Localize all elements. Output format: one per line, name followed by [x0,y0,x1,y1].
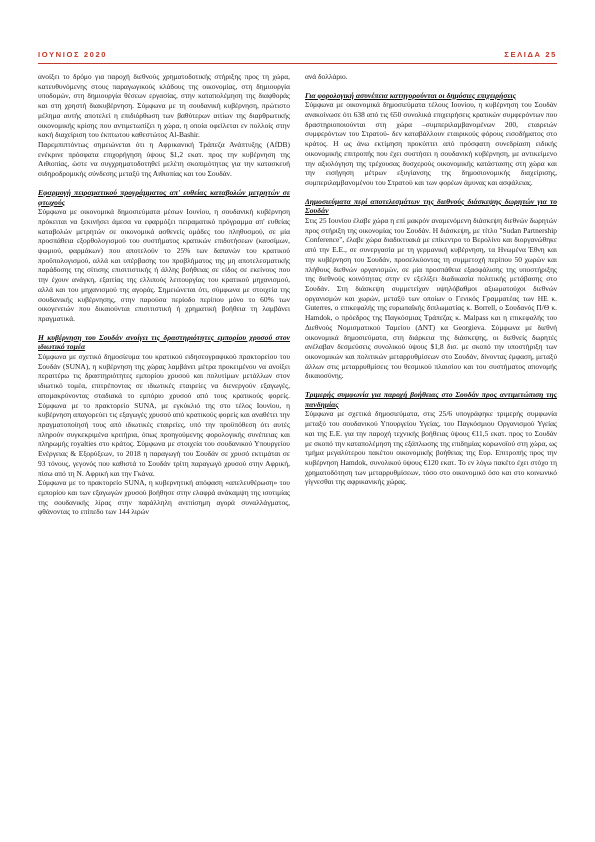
continued-paragraph-right: ανά δολλάριο. [305,72,348,81]
continued-paragraph: ανοίξει το δρόμο για παροχή διεθνούς χρηματοδοτικής στήριξης προς τη χώρα, κατευθυνόμενης στους παραγωγικούς κλάδους της οικονομίας, στη δημιουργία υποδομών, στη δημιουργία θέσεων εργασίας, στην καταπολέμηση της διαφθοράς και στη χρηστή διακυβέρνηση. Σύμφωνα με τη σουδανική κυβέρνηση, πρώτιστο μέλημα αυτής αποτελεί η επιδιόρθωση των βαθύτερων αιτίων της διαρθρωτικής οικονομικής κρίσης που αντιμετωπίζει η χώρα, η οποία οφείλεται εν πολλοίς στην κακή διαχείριση του έκπτωτου καθεστώτος Al-Bashir. [38,72,290,140]
pandemic-aid-heading: Τριμερής συμφωνία για παροχή βοήθειας στο Σουδάν προς αντιμετώπιση της πανδημίας [305,390,557,409]
cash-transfers-heading: Εφαρμογή πειραματικού προγράμματος απ' ευθείας καταβολών μετρητών σε φτωχούς [38,187,290,207]
donor-conference-heading: Δημοσιεύματα περί αποτελεσμάτων της διεθνούς διάσκεψης δωρητών για το Σουδάν [305,196,557,216]
cash-transfers-paragraph: Σύμφωνα με οικονομικά δημοσιεύματα μέσων Ιουνίου, η σουδανική κυβέρνηση πρόκειται να ξεκινήσει άμεσα να εφαρμόζει πειραματικό πρόγραμμα απ' ευθείας καταβολών μετρητών σε οικονομικά ασθενείς ομάδες του πληθυσμού, σε μία προσπάθεια εξορθολογισμού του συστήματος κρατικών επιδοτήσεων (καυσίμων, ψωμιού, φαρμάκων) που αποτελούν το 25% των δαπανών του κρατικού προϋπολογισμού, αλλά και υπέρβασης του προβλήματος της μη αποτελεσματικής παράδοσης της σίτισης επισιτιστικής ή άλλης βοήθειας σε είδος σε εκείνους που την έχουν ανάγκη, εξαιτίας της ελλιπούς λειτουργίας του κρατικού μηχανισμού, αλλά και του μηχανισμού της αγοράς. Σημειώνεται ότι, σύμφωνα με στοιχεία της σουδανικής κυβέρνησης, στην παρούσα περίοδο περίπου μόνο το 60% των οικογενειών που δικαιούνται επισιτιστική ή χρηματική βοήθεια τη λαμβάνει πραγματικά. [38,207,290,323]
page-number: ΣΕΛΙΔΑ 25 [504,50,557,59]
left-column [38,72,290,517]
pandemic-aid-paragraph: Σύμφωνα με σχετικά δημοσιεύματα, στις 25/6 υπογράφηκε τριμερής συμφωνία μεταξύ του σουδανικού Υπουργείου Υγείας, του Παγκόσμιου Οργανισμού Υγείας και της Ε.Ε. για την παροχή τεχνικής βοήθειας ύψους €11,5 εκατ. προς το Σουδάν με σκοπό την καταπολέμηση της εξάπλωσης της επιδημίας κορωνοϊού στη χώρα, ως τμήμα μεγαλύτερου πακέτου οικονομικής βοήθειας της Ευρ. Επιτροπής προς την κυβέρνηση Hamdok, συνολικού ύψους €120 εκατ. Το εν λόγω πακέτο έχει στόχο τη χρηματοδότηση των μεταρρυθμίσεων, τόσο στο οικονομικό όσο και στο κοινωνικό γίγνεσθαι της αφρικανικής χώρας. [305,409,557,487]
tax-paragraph: Σύμφωνα με οικονομικά δημοσιεύματα τέλους Ιουνίου, η κυβέρνηση του Σουδάν ανακοίνωσε ότι 638 από τις 650 συνολικά επιχειρήσεις κρατικών συμφερόντων που δραστηριοποιούνται στη χώρα –συμπεριλαμβανομένων 200, εταιρειών συμφερόντων του Στρατού- δεν καταβάλλουν εταιρικούς φόρους εισοδήματος στο κράτος. Η ως άνω εκτίμηση προκύπτει από πρόσφατη συνεδρίαση ειδικής οικονομικής επιτροπής που έχει συστήσει η σουδανική κυβέρνηση, με αντικείμενο την αξιολόγηση της τρέχουσας δυσχερούς οικονομικής κατάστασης στη χώρα και την εισήγηση μέτρων εξυγίανσης της δημοσιονομικής διαχείρισης, συμπεριλαμβανομένου του Στρατού και των φορέων άμυνας και ασφάλειας. [305,100,557,188]
gold-trade-paragraph-2: Σύμφωνα με το πρακτορείο SUNA, η κυβερνητική απόφαση «απελευθέρωση» του εμπορίου και των εξαγωγών χρυσού βοήθησε στην ελαφρά ανάκαμψη της ισοτιμίας της σουδανικής λίρας στην παράλληλη ανεπίσημη αγορά συναλλάγματος, φθάνοντας το επίπεδο των 144 λιρών [38,478,290,517]
header-rule [38,63,557,64]
right-column [305,72,557,487]
gold-trade-paragraph-1: Σύμφωνα με σχετικό δημοσίευμα του κρατικού ειδησεογραφικού πρακτορείου του Σουδάν (SUNA), η κυβέρνηση της χώρας λαμβάνει μέτρα προκειμένου να ανοίξει περαιτέρω τις δραστηριότητες εμπορίου χρυσού και πολυτίμων μετάλλων στον ιδιωτικό τομέα, επιτρέποντας σε ιδιωτικές εταιρείες να διενεργούν εξαγωγές, απομακρύνοντας σταδιακά το εμπόριο χρυσού από τους κρατικούς φορείς. Σύμφωνα με το πρακτορείο SUNA, με εγκύκλιό της στο τέλος Ιουνίου, η κυβέρνηση απαγορεύει τις εξαγωγές χρυσού από κρατικούς φορείς και αναθέτει την πραγματοποίησή τους από ιδιωτικές εταιρείες, υπό την προϋπόθεση ότι αυτές πληρούν συγκεκριμένα κριτήρια, όπως προηγούμενης φορολογικής συνέπειας και πληρωμής royalties στο κράτος. Σύμφωνα με στοιχεία του σουδανικού Υπουργείου Ενέργειας & Εξορύξεων, το 2018 η παραγωγή του Σουδάν σε χρυσό εκτιμάται σε 93 τόνους, γεγονός που καθιστά το Σουδάν τρίτη παραγωγό χρυσού στην Αφρική, πίσω από τη Ν. Αφρική και την Γκάνα. [38,351,290,478]
issue-date: ΙΟΥΝΙΟΣ 2020 [38,50,108,59]
gold-trade-heading: Η κυβέρνηση του Σουδάν ανοίγει τις δραστηριότητες εμπορίου χρυσού στον ιδιωτικό τομέα [38,332,290,352]
page-header [38,50,557,64]
afdb-paragraph: Παρεμπιπτόντως σημειώνεται ότι η Αφρικανική Τράπεζα Ανάπτυξης (AfDB) ενέκρινε πρόσφατα επιχορήγηση ύψους $1,2 εκατ. προς την κυβέρνηση της Αιθιοπίας, ώστε να συγχρηματοδοτηθεί μελέτη σκοπιμότητας για την κατασκευή σιδηροδρομικής σύνδεσης μεταξύ της Αιθιοπίας και του Σουδάν. [38,140,290,179]
donor-conference-paragraph: Στις 25 Ιουνίου έλαβε χώρα η επί μακρόν αναμενόμενη διάσκεψη διεθνών δωρητών προς στήριξη της οικονομίας του Σουδάν. Η διάσκεψη, με τίτλο "Sudan Partnership Conference", έλαβε χώρα διαδικτυακά με επίκεντρο το Βερολίνο και διοργανώθηκε από την Ε.Ε., σε συνεργασία με τη γερμανική κυβέρνηση, τα Ηνωμένα Έθνη και την κυβέρνηση του Σουδάν, προσελκύοντας τη συμμετοχή περίπου 50 χωρών και πλήθους διεθνών οργανισμών, σε μία προσπάθεια εξασφάλισης της υποστήριξης της διεθνούς κοινότητας στην εν εξελίξει διαδικασία πολιτικής μετάβασης στο Σουδάν. Στη διάσκεψη συμμετείχαν υψηλόβαθμοι αξιωματούχοι διεθνών οργανισμών και χωρών, μεταξύ των οποίων ο Γενικός Γραμματέας των ΗΕ κ. Guterres, ο επικεφαλής της ευρωπαϊκής διπλωματίας κ. Borrell, ο Σουδανός Π/Θ κ. Hamdok, ο πρόεδρος της Παγκόσμιας Τράπεζας κ. Malpass και η επικεφαλής του Διεθνούς Νομισματικού Ταμείου (ΔΝΤ) κα Georgieva. Σύμφωνα με διεθνή οικονομικά δημοσιεύματα, στη διάρκεια της διάσκεψης, οι διεθνείς δωρητές ανέλαβαν δεσμεύσεις συνολικού ύψους $1,8 δισ. με σκοπό την υποστήριξη των οικονομικών και πολιτικών μεταρρυθμίσεων στο Σουδάν, δίνοντας έμφαση, μεταξύ άλλων στις μεταρρυθμίσεις του θεσμικού πλαισίου και του συστήματος απονομής δικαιοσύνης. [305,215,557,381]
tax-heading: Για φορολογική ασυνέπεια κατηγορούνται οι δημόσιες επιχειρήσεις [305,90,517,100]
